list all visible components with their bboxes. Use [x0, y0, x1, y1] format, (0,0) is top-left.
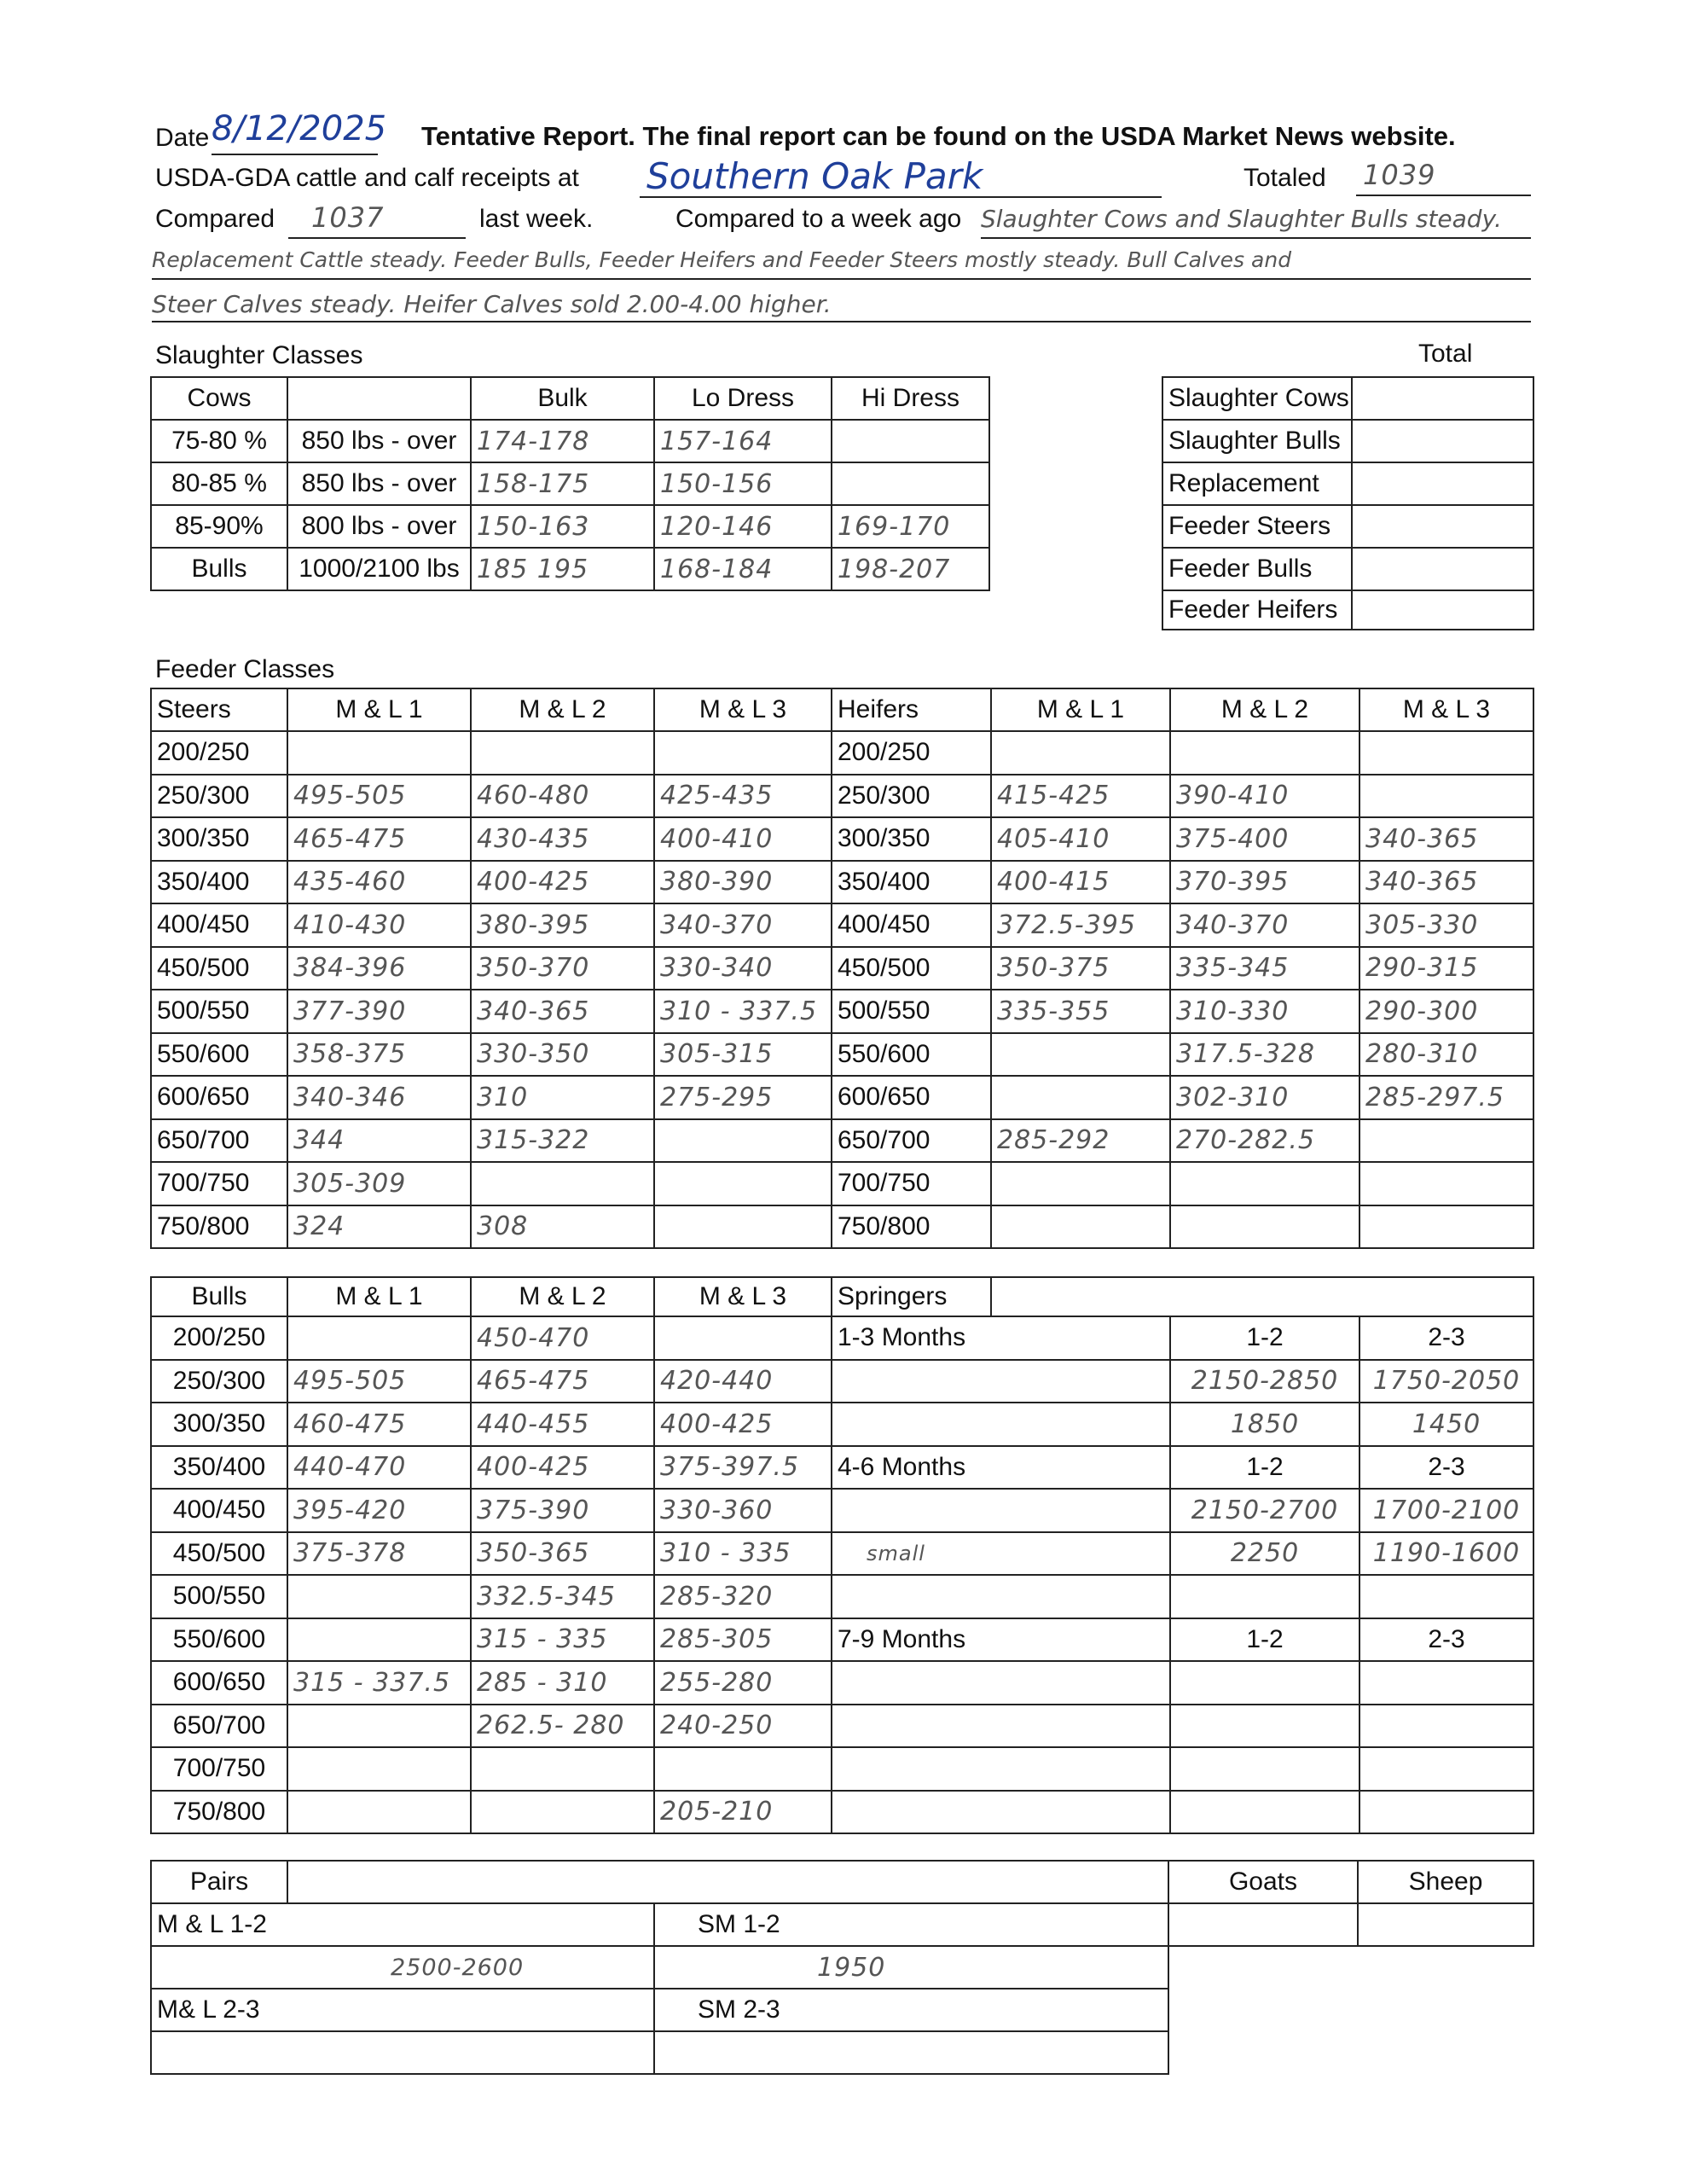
cell — [287, 731, 471, 775]
cell — [287, 1618, 471, 1662]
cell: 495-505 — [287, 1360, 471, 1403]
table-row — [151, 1076, 1533, 1119]
springer-12-cell: 2150-2700 — [1170, 1489, 1359, 1532]
cell: 290-300 — [1359, 990, 1533, 1033]
pairs-ml23-label: M& L 2-3 — [151, 1989, 654, 2031]
cell: 285-305 — [654, 1618, 832, 1662]
feeder-header-cell: M & L 3 — [654, 688, 832, 731]
cell — [1359, 1162, 1533, 1205]
cell: 332.5-345 — [471, 1575, 654, 1618]
totaled-label: Totaled — [1244, 164, 1326, 192]
cell: 150-163 — [471, 505, 654, 548]
table-row — [151, 462, 989, 505]
cell: 400-425 — [654, 1403, 832, 1446]
pairs-title: Pairs — [151, 1861, 287, 1903]
cell: 400-410 — [654, 817, 832, 861]
springer-cell: 1-3 Months — [832, 1316, 1170, 1360]
cell: 305-315 — [654, 1033, 832, 1077]
pairs-ml12-label: M & L 1-2 — [151, 1903, 654, 1946]
cell: 75-80 % — [151, 420, 287, 462]
table-row — [151, 817, 1533, 861]
springer-23-cell: 2-3 — [1359, 1316, 1533, 1360]
goats-label: Goats — [1168, 1861, 1358, 1903]
springer-12-cell — [1170, 1575, 1359, 1618]
cell: 335-355 — [991, 990, 1170, 1033]
cell: 435-460 — [287, 861, 471, 904]
feeder-table — [150, 688, 1534, 1249]
cell: 405-410 — [991, 817, 1170, 861]
total-replacement: Replacement — [1162, 462, 1352, 505]
cell: 315 - 337.5 — [287, 1661, 471, 1705]
cell — [1170, 731, 1359, 775]
feeder-header-cell: Heifers — [832, 688, 991, 731]
cell: 340-346 — [287, 1076, 471, 1119]
springer-cell: 4-6 Months — [832, 1446, 1170, 1490]
cell: 700/750 — [832, 1162, 991, 1205]
bulls-header-cell: Bulls — [151, 1277, 287, 1316]
cell — [1170, 1162, 1359, 1205]
cell: 340-365 — [471, 990, 654, 1033]
cell: 400/450 — [832, 903, 991, 947]
cell: 350-375 — [991, 947, 1170, 990]
cell: 285-297.5 — [1359, 1076, 1533, 1119]
pairs-sm12-label: SM 1-2 — [654, 1903, 1168, 1946]
cell: 330-350 — [471, 1033, 654, 1077]
cell: 285-292 — [991, 1119, 1170, 1163]
cell: 250/300 — [151, 1360, 287, 1403]
cell: 1000/2100 lbs — [287, 548, 471, 590]
totals-table — [1162, 376, 1534, 630]
cell: 460-475 — [287, 1403, 471, 1446]
tentative-notice: Tentative Report. The final report can be found on the USDA Market News website. — [421, 121, 1456, 151]
cell: 550/600 — [151, 1033, 287, 1077]
cell — [832, 462, 989, 505]
last-week-label: last week. — [479, 205, 594, 233]
table-row — [151, 1575, 1533, 1618]
cell — [471, 1747, 654, 1791]
cell: 750/800 — [151, 1791, 287, 1834]
table-row — [151, 1446, 1533, 1490]
cell: 350-370 — [471, 947, 654, 990]
cell — [654, 731, 832, 775]
bulls-header-cell: M & L 2 — [471, 1277, 654, 1316]
market-comment-line-1: Slaughter Cows and Slaughter Bulls steady. — [981, 205, 1502, 233]
cell: 465-475 — [471, 1360, 654, 1403]
pairs-ml12-value: 2500-2600 — [151, 1946, 654, 1989]
table-row — [151, 1162, 1533, 1205]
cell: 415-425 — [991, 775, 1170, 818]
cell: 750/800 — [832, 1205, 991, 1249]
springer-23-cell: 2-3 — [1359, 1446, 1533, 1490]
cell: 198-207 — [832, 548, 989, 590]
cell: 250/300 — [832, 775, 991, 818]
cell: 495-505 — [287, 775, 471, 818]
cell: 285 - 310 — [471, 1661, 654, 1705]
cell — [991, 1076, 1170, 1119]
table-row — [151, 1316, 1533, 1360]
cell — [991, 731, 1170, 775]
cell: 390-410 — [1170, 775, 1359, 818]
cell: 500/550 — [151, 990, 287, 1033]
feeder-header-cell: M & L 1 — [991, 688, 1170, 731]
cell: 330-360 — [654, 1489, 832, 1532]
cell — [991, 1205, 1170, 1249]
springer-cell — [832, 1489, 1170, 1532]
springer-12-cell — [1170, 1705, 1359, 1748]
cell: 377-390 — [287, 990, 471, 1033]
cell: Bulls — [151, 548, 287, 590]
cell: 750/800 — [151, 1205, 287, 1249]
total-slaughter-cows: Slaughter Cows — [1162, 377, 1352, 420]
table-row — [151, 1705, 1533, 1748]
cell: 174-178 — [471, 420, 654, 462]
table-row — [151, 1747, 1533, 1791]
market-comment-line-2: Replacement Cattle steady. Feeder Bulls, Feeder Heifers and Feeder Steers mostly steady. Bull Calves and — [152, 247, 1292, 272]
feeder-header-cell: M & L 3 — [1359, 688, 1533, 731]
table-row — [151, 947, 1533, 990]
cell: 270-282.5 — [1170, 1119, 1359, 1163]
total-column-label: Total — [1418, 340, 1473, 368]
cell: 395-420 — [287, 1489, 471, 1532]
location-value: Southern Oak Park — [646, 155, 983, 197]
cell — [471, 1791, 654, 1834]
springer-12-cell: 1-2 — [1170, 1618, 1359, 1662]
cell — [991, 1162, 1170, 1205]
springer-23-cell: 1700-2100 — [1359, 1489, 1533, 1532]
cell: 375-397.5 — [654, 1446, 832, 1490]
cell — [1359, 1205, 1533, 1249]
totaled-value: 1039 — [1363, 159, 1436, 191]
table-row — [151, 731, 1533, 775]
cell: 450/500 — [151, 1532, 287, 1576]
cell: 290-315 — [1359, 947, 1533, 990]
cell: 700/750 — [151, 1747, 287, 1791]
header-lo-dress: Lo Dress — [654, 377, 832, 420]
cell — [654, 1205, 832, 1249]
cell: 400-425 — [471, 1446, 654, 1490]
cell: 185 195 — [471, 548, 654, 590]
cell: 380-390 — [654, 861, 832, 904]
cell: 350/400 — [151, 1446, 287, 1490]
compared-label: Compared — [155, 205, 275, 233]
week-ago-label: Compared to a week ago — [675, 205, 962, 233]
cell: 400-415 — [991, 861, 1170, 904]
table-row — [151, 505, 989, 548]
cell — [991, 1033, 1170, 1077]
cell: 650/700 — [151, 1705, 287, 1748]
cell — [654, 1316, 832, 1360]
table-row — [151, 1532, 1533, 1576]
springer-cell — [832, 1403, 1170, 1446]
cell — [287, 1791, 471, 1834]
cell: 85-90% — [151, 505, 287, 548]
total-feeder-heifers: Feeder Heifers — [1162, 590, 1352, 630]
springer-23-cell: 1190-1600 — [1359, 1532, 1533, 1576]
cell: 430-435 — [471, 817, 654, 861]
cell: 300/350 — [151, 1403, 287, 1446]
cell: 150-156 — [654, 462, 832, 505]
springer-12-cell — [1170, 1747, 1359, 1791]
feeder-header-cell: M & L 1 — [287, 688, 471, 731]
cell: 550/600 — [832, 1033, 991, 1077]
cell: 400/450 — [151, 1489, 287, 1532]
table-row — [151, 1205, 1533, 1249]
cell: 420-440 — [654, 1360, 832, 1403]
cell: 370-395 — [1170, 861, 1359, 904]
cell — [287, 1575, 471, 1618]
cell: 205-210 — [654, 1791, 832, 1834]
cell: 600/650 — [151, 1661, 287, 1705]
springer-12-cell — [1170, 1661, 1359, 1705]
table-row — [151, 1489, 1533, 1532]
cell: 302-310 — [1170, 1076, 1359, 1119]
cell: 350/400 — [151, 861, 287, 904]
cell — [1359, 731, 1533, 775]
cell: 500/550 — [832, 990, 991, 1033]
cell: 465-475 — [287, 817, 471, 861]
cell: 400/450 — [151, 903, 287, 947]
cell: 384-396 — [287, 947, 471, 990]
springer-23-cell — [1359, 1705, 1533, 1748]
springer-12-cell: 1-2 — [1170, 1446, 1359, 1490]
cell — [471, 731, 654, 775]
springer-cell — [832, 1705, 1170, 1748]
cell — [654, 1747, 832, 1791]
cell: 358-375 — [287, 1033, 471, 1077]
springer-cell — [832, 1747, 1170, 1791]
cell: 330-340 — [654, 947, 832, 990]
table-row — [151, 420, 989, 462]
cell: 340-365 — [1359, 861, 1533, 904]
table-row — [151, 1119, 1533, 1163]
springer-23-cell — [1359, 1747, 1533, 1791]
feeder-header-cell: M & L 2 — [1170, 688, 1359, 731]
table-row — [151, 861, 1533, 904]
table-row — [151, 1403, 1533, 1446]
cell: 324 — [287, 1205, 471, 1249]
cell: 340-365 — [1359, 817, 1533, 861]
bulls-springers-table — [150, 1276, 1534, 1834]
cell: 425-435 — [654, 775, 832, 818]
cell: 410-430 — [287, 903, 471, 947]
cell: 200/250 — [832, 731, 991, 775]
cell — [287, 1747, 471, 1791]
compared-value: 1037 — [311, 201, 385, 234]
cell: 350/400 — [832, 861, 991, 904]
cell: 450/500 — [832, 947, 991, 990]
cell — [654, 1119, 832, 1163]
pairs-sm23-label: SM 2-3 — [654, 1989, 1168, 2031]
pairs-table — [150, 1860, 1169, 2075]
goats-sheep-table — [1168, 1860, 1534, 1947]
bulls-header-cell: M & L 3 — [654, 1277, 832, 1316]
cell: 308 — [471, 1205, 654, 1249]
springer-23-cell — [1359, 1791, 1533, 1834]
cell — [654, 1162, 832, 1205]
cell: 285-320 — [654, 1575, 832, 1618]
cell: 850 lbs - over — [287, 462, 471, 505]
cell: 650/700 — [832, 1119, 991, 1163]
springer-23-cell — [1359, 1575, 1533, 1618]
cell: 310 - 337.5 — [654, 990, 832, 1033]
cell: 380-395 — [471, 903, 654, 947]
springer-12-cell: 2250 — [1170, 1532, 1359, 1576]
cell: 375-400 — [1170, 817, 1359, 861]
slaughter-section-title: Slaughter Classes — [155, 341, 363, 369]
date-value: 8/12/2025 — [212, 109, 387, 148]
cell: 305-309 — [287, 1162, 471, 1205]
cell: 500/550 — [151, 1575, 287, 1618]
table-row — [151, 1618, 1533, 1662]
cell: 157-164 — [654, 420, 832, 462]
springer-23-cell: 2-3 — [1359, 1618, 1533, 1662]
cell: 650/700 — [151, 1119, 287, 1163]
table-row — [151, 1033, 1533, 1077]
cell — [287, 1316, 471, 1360]
cell: 280-310 — [1359, 1033, 1533, 1077]
cell: 200/250 — [151, 731, 287, 775]
pairs-sm12-value: 1950 — [654, 1946, 1168, 1989]
cell: 255-280 — [654, 1661, 832, 1705]
cell: 375-378 — [287, 1532, 471, 1576]
slaughter-table — [150, 376, 990, 591]
table-row — [151, 775, 1533, 818]
cell: 344 — [287, 1119, 471, 1163]
cell: 800 lbs - over — [287, 505, 471, 548]
cell: 262.5- 280 — [471, 1705, 654, 1748]
date-label: Date — [155, 124, 210, 152]
cell — [1170, 1205, 1359, 1249]
springer-12-cell: 1-2 — [1170, 1316, 1359, 1360]
cell: 310-330 — [1170, 990, 1359, 1033]
cell — [287, 1705, 471, 1748]
cell: 700/750 — [151, 1162, 287, 1205]
springer-12-cell: 2150-2850 — [1170, 1360, 1359, 1403]
springer-cell — [832, 1791, 1170, 1834]
springer-12-cell: 1850 — [1170, 1403, 1359, 1446]
table-row — [151, 1360, 1533, 1403]
market-comment-line-3: Steer Calves steady. Heifer Calves sold 2.00-4.00 higher. — [152, 290, 832, 318]
cell: 168-184 — [654, 548, 832, 590]
springer-cell: 7-9 Months — [832, 1618, 1170, 1662]
springer-23-cell: 1750-2050 — [1359, 1360, 1533, 1403]
cell: 200/250 — [151, 1316, 287, 1360]
springer-12-cell — [1170, 1791, 1359, 1834]
table-row — [151, 990, 1533, 1033]
total-feeder-steers: Feeder Steers — [1162, 505, 1352, 548]
springer-cell: small — [832, 1532, 1170, 1576]
cell: 80-85 % — [151, 462, 287, 505]
cell: 250/300 — [151, 775, 287, 818]
cell: 158-175 — [471, 462, 654, 505]
cell: 310 — [471, 1076, 654, 1119]
sheep-label: Sheep — [1358, 1861, 1533, 1903]
cell: 275-295 — [654, 1076, 832, 1119]
bulls-header-cell: Springers — [832, 1277, 991, 1316]
cell: 460-480 — [471, 775, 654, 818]
cell — [1359, 1119, 1533, 1163]
springer-23-cell — [1359, 1661, 1533, 1705]
cell: 400-425 — [471, 861, 654, 904]
table-row — [151, 548, 989, 590]
table-row — [151, 903, 1533, 947]
cell: 340-370 — [654, 903, 832, 947]
cell: 317.5-328 — [1170, 1033, 1359, 1077]
cell: 335-345 — [1170, 947, 1359, 990]
cell: 350-365 — [471, 1532, 654, 1576]
cell: 305-330 — [1359, 903, 1533, 947]
cell: 600/650 — [151, 1076, 287, 1119]
cell — [471, 1162, 654, 1205]
total-feeder-bulls: Feeder Bulls — [1162, 548, 1352, 590]
cell: 440-470 — [287, 1446, 471, 1490]
header-bulk: Bulk — [471, 377, 654, 420]
cell — [832, 420, 989, 462]
cell — [1359, 775, 1533, 818]
cell: 240-250 — [654, 1705, 832, 1748]
table-row — [151, 1661, 1533, 1705]
cell: 372.5-395 — [991, 903, 1170, 947]
cell: 300/350 — [151, 817, 287, 861]
receipts-label: USDA-GDA cattle and calf receipts at — [155, 164, 579, 192]
cell: 300/350 — [832, 817, 991, 861]
cell: 550/600 — [151, 1618, 287, 1662]
feeder-header-cell: M & L 2 — [471, 688, 654, 731]
springer-cell — [832, 1661, 1170, 1705]
feeder-section-title: Feeder Classes — [155, 655, 335, 683]
cell: 315 - 335 — [471, 1618, 654, 1662]
feeder-header-cell: Steers — [151, 688, 287, 731]
cell: 120-146 — [654, 505, 832, 548]
total-slaughter-bulls: Slaughter Bulls — [1162, 420, 1352, 462]
cell: 850 lbs - over — [287, 420, 471, 462]
table-row — [151, 1791, 1533, 1834]
cell: 169-170 — [832, 505, 989, 548]
cell: 315-322 — [471, 1119, 654, 1163]
cell: 340-370 — [1170, 903, 1359, 947]
springer-cell — [832, 1360, 1170, 1403]
header-hi-dress: Hi Dress — [832, 377, 989, 420]
bulls-header-cell: M & L 1 — [287, 1277, 471, 1316]
cell: 450-470 — [471, 1316, 654, 1360]
header-cows: Cows — [151, 377, 287, 420]
cell: 440-455 — [471, 1403, 654, 1446]
cell: 600/650 — [832, 1076, 991, 1119]
cell: 450/500 — [151, 947, 287, 990]
header-weight — [287, 377, 471, 420]
cell: 310 - 335 — [654, 1532, 832, 1576]
cell: 375-390 — [471, 1489, 654, 1532]
springer-23-cell: 1450 — [1359, 1403, 1533, 1446]
springer-cell — [832, 1575, 1170, 1618]
